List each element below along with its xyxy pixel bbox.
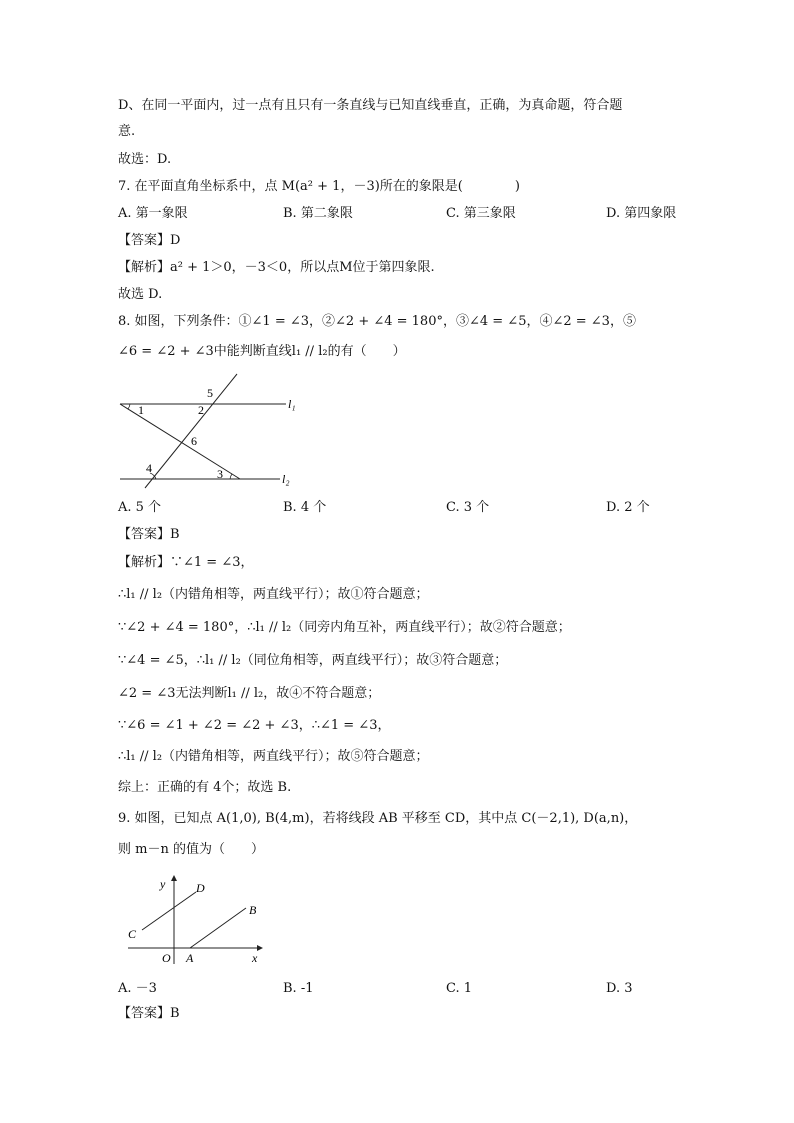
q8-label-5: 5	[207, 386, 213, 400]
q9-label-d: D	[196, 881, 205, 895]
q8-label-2: 2	[198, 403, 204, 417]
q8-option-a: A. 5 个	[118, 500, 162, 515]
q9-label-o: O	[162, 951, 171, 965]
q9-label-y: y	[160, 877, 166, 891]
q7-option-b: B. 第二象限	[283, 206, 353, 221]
q8-analysis-line: ∵∠4 = ∠5，∴l₁ // l₂（同位角相等，两直线平行）；故③符合题意；	[118, 653, 508, 668]
q7-option-c: C. 第三象限	[446, 206, 516, 221]
q9-option-d: D. 3	[606, 981, 633, 996]
q7-analysis: 【解析】a² + 1＞0，－3＜0，所以点M位于第四象限.	[118, 260, 435, 275]
q8-label-l2: l₂	[282, 472, 290, 486]
q7-option-a: A. 第一象限	[118, 206, 188, 221]
q7-choice: 故选 D.	[118, 287, 163, 302]
q8-conclusion: 综上：正确的有 4个；故选 B.	[118, 780, 292, 795]
q8-analysis-line: ∵∠2 + ∠4 = 180°，∴l₁ // l₂（同旁内角互补，两直线平行）；故②符合题意；	[118, 620, 571, 635]
q7-answer: 【答案】D	[118, 233, 181, 248]
q9-stem-line1: 9. 如图，已知点 A(1,0), B(4,m)，若将线段 AB 平移至 CD，其中点 C(－2,1), D(a,n)，	[118, 811, 638, 826]
q8-arc-angle-1	[128, 404, 130, 409]
q6-choice: 故选：D.	[118, 152, 172, 167]
q8-stem-line2: ∠6 = ∠2 + ∠3中能判断直线l₁ // l₂的有（ ）	[118, 344, 406, 359]
q9-segment-ab	[190, 908, 246, 948]
q8-analysis-line: ∵∠6 = ∠1 + ∠2 = ∠2 + ∠3，∴∠1 = ∠3，	[118, 718, 391, 733]
q9-segment-cd	[142, 892, 196, 930]
q8-analysis-line: ∴l₁ // l₂（内错角相等，两直线平行）；故①符合题意；	[118, 587, 429, 602]
q8-arc-angle-3	[230, 474, 232, 479]
q8-option-c: C. 3 个	[446, 500, 490, 515]
q8-analysis-line: ∴l₁ // l₂（内错角相等，两直线平行）；故⑤符合题意；	[118, 749, 429, 764]
q9-label-b: B	[249, 903, 257, 917]
q9-label-x: x	[252, 951, 258, 965]
q6-option-d-line2: 意.	[118, 124, 136, 139]
q9-stem-line2: 则 m－n 的值为（ ）	[118, 842, 264, 857]
q8-label-4: 4	[146, 461, 152, 475]
q8-label-3: 3	[217, 467, 223, 481]
q8-label-6: 6	[191, 434, 197, 448]
q8-stem-line1: 8. 如图，下列条件：①∠1 = ∠3，②∠2 + ∠4 = 180°，③∠4 = ∠5，④∠2 = ∠3，⑤	[118, 314, 636, 329]
q8-parallel-lines-figure	[110, 370, 310, 495]
q9-option-c: C. 1	[446, 981, 473, 996]
q8-label-1: 1	[138, 403, 144, 417]
q8-analysis-line: 【解析】∵∠1 = ∠3，	[118, 555, 254, 570]
q8-option-d: D. 2 个	[606, 500, 650, 515]
q9-coordinate-figure	[120, 870, 270, 970]
q8-answer: 【答案】B	[118, 527, 180, 542]
q8-analysis-line: ∠2 = ∠3无法判断l₁ // l₂，故④不符合题意；	[118, 686, 381, 701]
q9-label-c: C	[128, 927, 137, 941]
q9-answer: 【答案】B	[118, 1006, 180, 1021]
q9-option-b: B. -1	[283, 981, 314, 996]
q6-option-d-line1: D、在同一平面内，过一点有且只有一条直线与已知直线垂直，正确，为真命题，符合题	[118, 98, 623, 113]
q9-option-a: A. －3	[118, 981, 157, 996]
q8-option-b: B. 4 个	[283, 500, 327, 515]
q7-option-d: D. 第四象限	[606, 206, 677, 221]
q8-label-l1: l₁	[288, 397, 296, 411]
q9-label-a: A	[186, 951, 194, 965]
q7-stem: 7. 在平面直角坐标系中，点 M(a² + 1，－3)所在的象限是( )	[118, 179, 520, 194]
q8-transversal-a	[145, 374, 237, 488]
